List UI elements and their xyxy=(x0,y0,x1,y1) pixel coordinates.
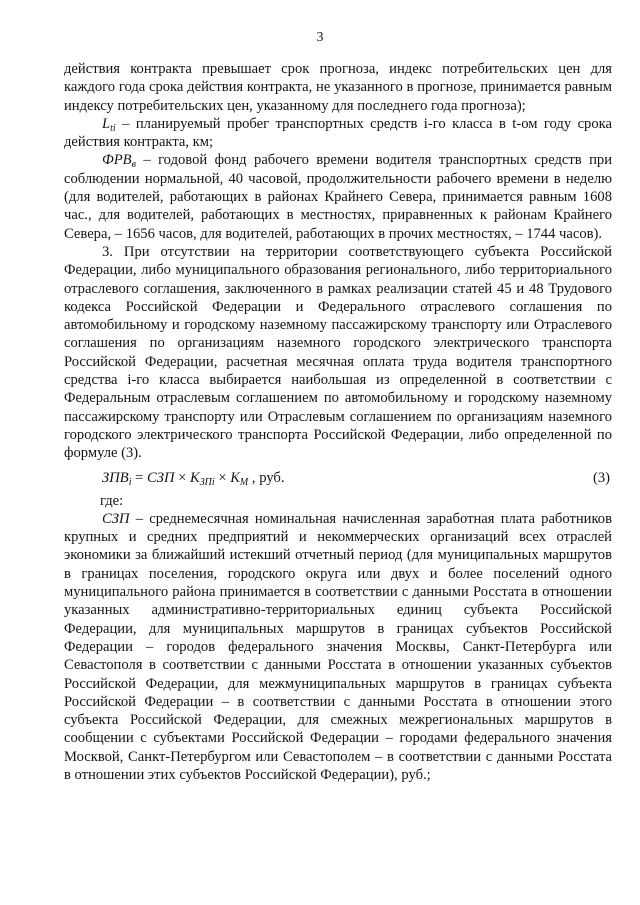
symbol-working-time: $ФРВ_в$ xyxy=(102,152,136,171)
paragraph-working-time-definition: $ФРВ_в$ – годовой фонд рабочего времени водителя транспортных средств при соблюдении нормальной, 40 часовой, продолжительности рабочего времени в неделю (для водителей, работающих в районах Крайнего Севера, принимается равным 1608 час., для водителей, работающих в местностях, приравненных к районам Крайнего Севера, – 1656 часов, для водителей, работающих в прочих местностях, – 1744 часов). xyxy=(64,152,612,242)
symbol-salary: СЗП xyxy=(102,510,130,527)
formula-expression: $ЗПВ_i$ = СЗП × $К_{ЗПi} \times К_М$ , руб. xyxy=(102,469,285,488)
paragraph-mileage-definition: $L_{ti}$ – планируемый пробег транспортных средств i-го класса в t-ом году срока действия контракта, км; xyxy=(64,115,612,151)
document-body xyxy=(64,60,612,784)
formula-number: (3) xyxy=(592,469,610,486)
where-label: где: xyxy=(100,492,124,509)
page-number: 3 xyxy=(316,30,324,45)
symbol-mileage: $L_{ti}$ xyxy=(102,115,116,134)
paragraph-clause-3: 3. При отсутствии на территории соответствующего субъекта Российской Федерации, либо муниципального образования регионального, либо территориального отраслевого соглашения, заключенного в рамках реализации статей 45 и 48 Трудового кодекса Российской Федерации и Федерального отраслевого соглашения по автомобильному и городскому наземному пассажирскому транспорту или Отраслевого соглашения по организациям наземного городского электрического транспорта Российской Федерации, расчетная месячная оплата труда водителя транспортного средства i-го класса выбирается наибольшая из определенной в соответствии с Федеральным отраслевым соглашением по автомобильному и городскому наземному пассажирскому транспорту или Отраслевым соглашением по организациям наземного городского электрического транспорта Российской Федерации, либо определенной по формуле (3). xyxy=(64,243,612,462)
formula-3 xyxy=(64,469,612,488)
paragraph-salary-definition: СЗП – среднемесячная номинальная начисленная заработная плата работников крупных и средних предприятий и некоммерческих организаций всех отраслей экономики за ближайший истекший отчетный период (для муниципальных маршрутов в границах поселения, городского округа или двух и более поселений одного муниципального района принимается в соответствии с данными Росстата в отношении указанных административно-территориальных единиц субъекта Российской Федерации, для муниципальных маршрутов в границах субъектов Российской Федерации – городов федерального значения Москвы, Санкт-Петербурга или Севастополя в соответствии с данными Росстата в отношении указанных субъектов Российской Федерации, для межмуниципальных маршрутов в границах субъекта Российской Федерации – в соответствии с данными Росстата в отношении этого субъекта Российской Федерации, для смежных межрегиональных маршрутов в сообщении с субъектами Российской Федерации – городами федерального значения Москвой, Санкт-Петербургом или Севастополем – в соответствии с данными Росстата в отношении этих субъектов Российской Федерации), руб.; xyxy=(64,510,612,783)
paragraph-cpi-continuation: действия контракта превышает срок прогноза, индекс потребительских цен для каждого года срока действия контракта, не указанного в прогнозе, принимается равным индексу потребительских цен, указанному для последнего года прогноза); xyxy=(64,61,612,114)
